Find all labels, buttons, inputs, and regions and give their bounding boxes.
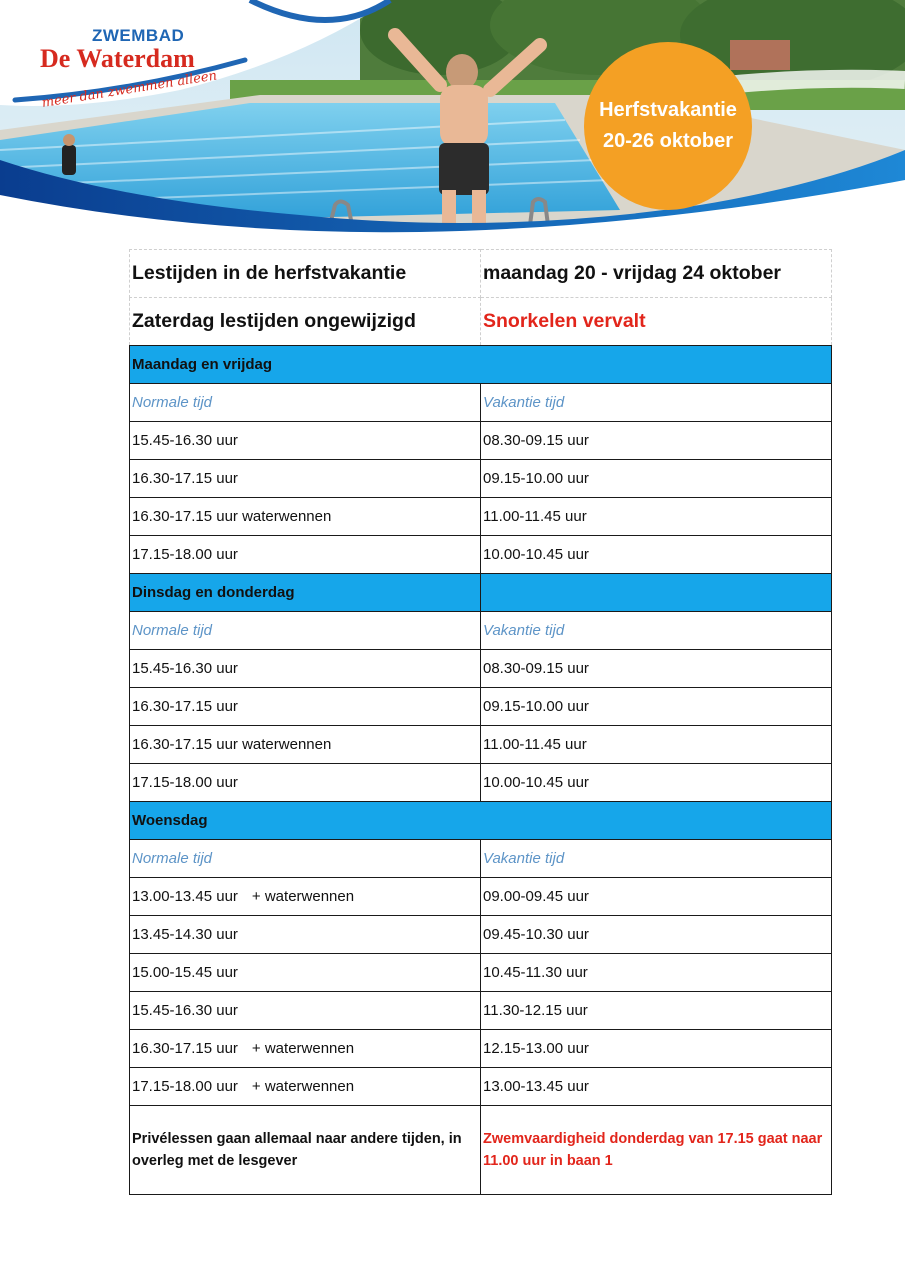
table-row — [130, 764, 832, 802]
title-row — [130, 250, 832, 298]
table-row — [130, 1030, 832, 1068]
column-labels — [130, 840, 832, 878]
column-labels — [130, 384, 832, 422]
normal-time: 15.45-16.30 uur — [130, 992, 481, 1030]
schedule-table — [129, 249, 832, 1195]
normal-time: 15.45-16.30 uur — [130, 422, 481, 460]
normal-time: 16.30-17.15 uur — [130, 688, 481, 726]
table-row — [130, 1068, 832, 1106]
brand-tagline: meer dan zwemmen alleen — [40, 68, 218, 111]
table-row — [130, 460, 832, 498]
section-title-empty — [481, 574, 832, 612]
extra-note: + waterwennen — [251, 1078, 355, 1095]
normal-time: 17.15-18.00 uur — [130, 536, 481, 574]
notice-right: Snorkelen vervalt — [481, 298, 832, 346]
normal-time: 17.15-18.00 uur — [130, 764, 481, 802]
notes-row — [130, 1106, 832, 1195]
column-label-normal: Normale tijd — [130, 612, 481, 650]
brand-name: De Waterdam — [40, 44, 195, 73]
holiday-badge — [584, 42, 752, 210]
vacation-time: 10.45-11.30 uur — [481, 954, 832, 992]
extra-note: + waterwennen — [251, 1040, 355, 1057]
normal-time: 16.30-17.15 uur — [130, 460, 481, 498]
column-label-normal: Normale tijd — [130, 384, 481, 422]
normal-time: 16.30-17.15 uur waterwennen — [130, 498, 481, 536]
title-left: Lestijden in de herfstvakantie — [130, 250, 481, 298]
section-header — [130, 802, 832, 840]
column-labels — [130, 612, 832, 650]
table-row — [130, 536, 832, 574]
notice-left: Zaterdag lestijden ongewijzigd — [130, 298, 481, 346]
brand-top: ZWEMBAD — [92, 26, 185, 45]
normal-time: 16.30-17.15 uur + waterwennen — [130, 1030, 481, 1068]
vacation-time: 12.15-13.00 uur — [481, 1030, 832, 1068]
vacation-time: 10.00-10.45 uur — [481, 764, 832, 802]
header-banner — [0, 0, 905, 255]
normal-time: 15.00-15.45 uur — [130, 954, 481, 992]
column-label-normal: Normale tijd — [130, 840, 481, 878]
vacation-time: 11.00-11.45 uur — [481, 726, 832, 764]
badge-line-2: 20-26 oktober — [602, 130, 734, 152]
normal-time: 13.45-14.30 uur — [130, 916, 481, 954]
vacation-time: 11.00-11.45 uur — [481, 498, 832, 536]
column-label-vacation: Vakantie tijd — [481, 384, 832, 422]
vacation-time: 08.30-09.15 uur — [481, 422, 832, 460]
brand-logo[interactable] — [10, 6, 250, 126]
vacation-time: 08.30-09.15 uur — [481, 650, 832, 688]
vacation-time: 09.15-10.00 uur — [481, 688, 832, 726]
vacation-time: 09.15-10.00 uur — [481, 460, 832, 498]
section-title: Maandag en vrijdag — [130, 346, 832, 384]
section-title: Woensdag — [130, 802, 832, 840]
vacation-time: 11.30-12.15 uur — [481, 992, 832, 1030]
vacation-time: 10.00-10.45 uur — [481, 536, 832, 574]
table-row — [130, 688, 832, 726]
table-row — [130, 954, 832, 992]
title-right: maandag 20 - vrijdag 24 oktober — [481, 250, 832, 298]
normal-time: 13.00-13.45 uur + waterwennen — [130, 878, 481, 916]
column-label-vacation: Vakantie tijd — [481, 840, 832, 878]
table-row — [130, 916, 832, 954]
notice-row — [130, 298, 832, 346]
table-row — [130, 650, 832, 688]
section-title: Dinsdag en donderdag — [130, 574, 481, 612]
table-row — [130, 878, 832, 916]
vacation-time: 09.45-10.30 uur — [481, 916, 832, 954]
badge-line-1: Herfstvakantie — [599, 99, 737, 121]
table-row — [130, 422, 832, 460]
table-row — [130, 498, 832, 536]
normal-time: 15.45-16.30 uur — [130, 650, 481, 688]
section-header — [130, 574, 832, 612]
normal-time: 16.30-17.15 uur waterwennen — [130, 726, 481, 764]
table-row — [130, 992, 832, 1030]
vacation-time: 09.00-09.45 uur — [481, 878, 832, 916]
column-label-vacation: Vakantie tijd — [481, 612, 832, 650]
table-row — [130, 726, 832, 764]
section-header — [130, 346, 832, 384]
normal-time: 17.15-18.00 uur + waterwennen — [130, 1068, 481, 1106]
proficiency-note: Zwemvaardigheid donderdag van 17.15 gaat naar 11.00 uur in baan 1 — [481, 1106, 832, 1195]
private-lessons-note: Privélessen gaan allemaal naar andere tijden, in overleg met de lesgever — [130, 1106, 481, 1195]
vacation-time: 13.00-13.45 uur — [481, 1068, 832, 1106]
extra-note: + waterwennen — [251, 888, 355, 905]
